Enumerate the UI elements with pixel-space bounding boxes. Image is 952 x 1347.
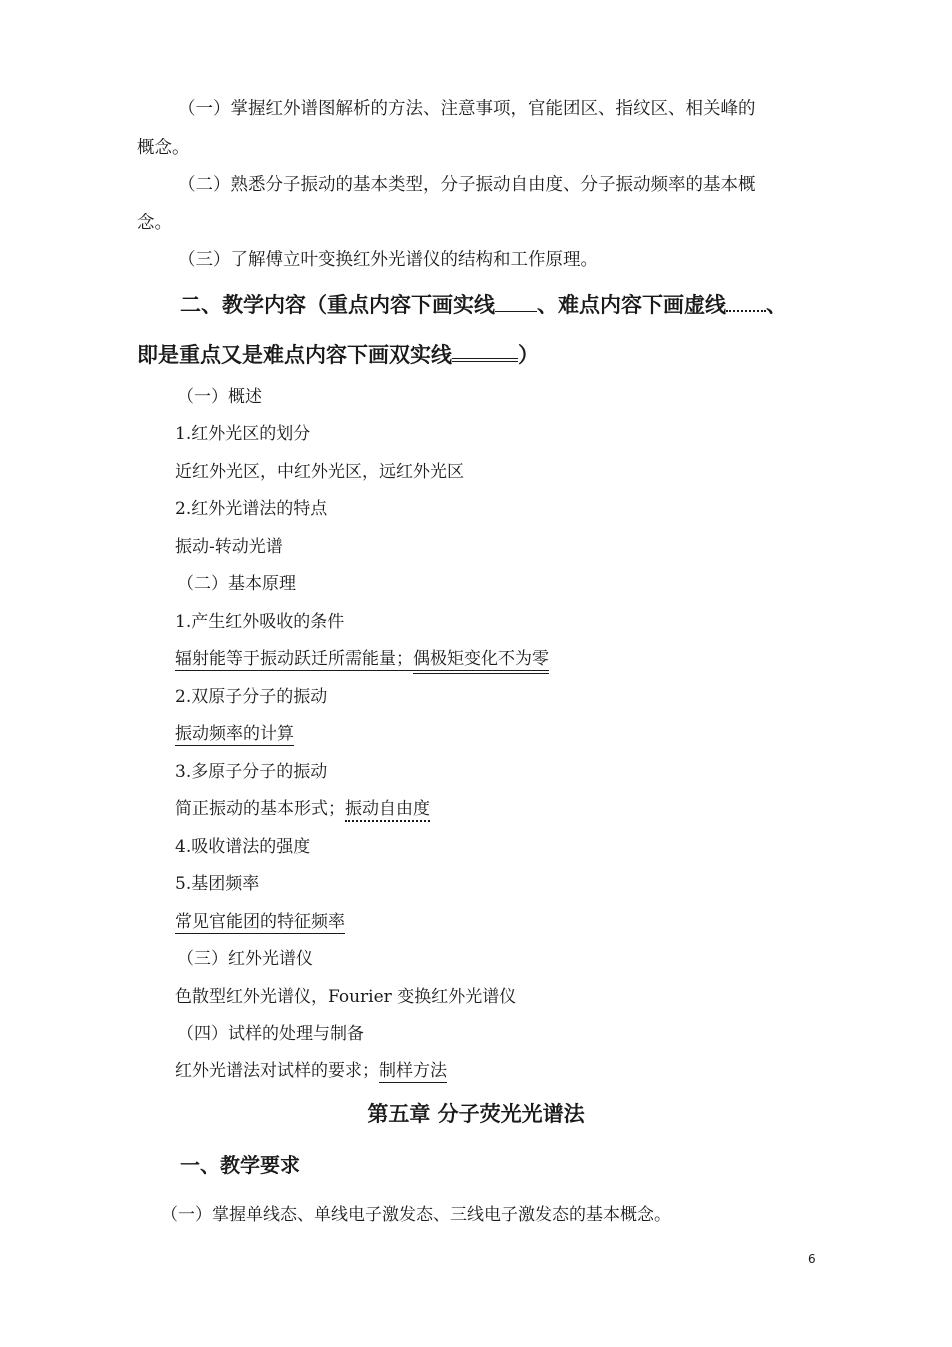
section-1-item-1: 1.红外光区的划分 [175, 424, 311, 444]
section-2-item-4: 4.吸收谱法的强度 [175, 837, 311, 857]
objective-2-line1: （二）熟悉分子振动的基本类型，分子振动自由度、分子振动频率的基本概 [178, 175, 756, 195]
content-heading-line1 [180, 290, 787, 320]
heading-part-3: 、 [766, 293, 787, 317]
page-number: 6 [808, 1252, 816, 1266]
section-3-title: （三）红外光谱仪 [177, 949, 313, 969]
objective-3: （三）了解傅立叶变换红外光谱仪的结构和工作原理。 [178, 250, 598, 270]
section-2-item-3-text [175, 797, 430, 821]
key-point-text: 辐射能等于振动跃迁所需能量； [175, 649, 413, 669]
objective-1-line2: 概念。 [137, 138, 190, 158]
plain-text: 简正振动的基本形式； [175, 799, 345, 819]
section-2-item-1: 1.产生红外吸收的条件 [175, 612, 345, 632]
section-1-title: （一）概述 [177, 387, 262, 407]
section-1-item-2: 2.红外光谱法的特点 [175, 499, 328, 519]
heading-part-1: 二、教学内容（重点内容下画实线 [180, 293, 495, 317]
dotted-underline-sample [726, 308, 766, 312]
objective-2-line2: 念。 [137, 213, 172, 233]
requirement-1: （一）掌握单线态、单线电子激发态、三线电子激发态的基本概念。 [161, 1205, 671, 1225]
section-2-item-1-text [175, 647, 549, 671]
difficult-text: 振动自由度 [345, 799, 430, 822]
section-2-item-2-text [175, 722, 294, 746]
key-difficult-text: 偶极矩变化不为零 [413, 649, 549, 674]
key-point-text: 制样方法 [379, 1061, 447, 1081]
double-underline-sample [452, 356, 518, 362]
key-point-text: 常见官能团的特征频率 [175, 912, 345, 932]
section-4-title: （四）试样的处理与制备 [177, 1024, 364, 1044]
section-2-item-5: 5.基团频率 [175, 874, 260, 894]
content-heading-line2 [137, 340, 539, 370]
section-3-text: 色散型红外光谱仪，Fourier 变换红外光谱仪 [175, 987, 517, 1007]
section-4-text [175, 1059, 447, 1083]
section-2-item-5-text [175, 910, 345, 934]
teaching-requirements-heading: 一、教学要求 [180, 1153, 300, 1177]
solid-underline-sample [495, 309, 537, 312]
section-1-item-2-text: 振动-转动光谱 [175, 537, 283, 557]
section-1-item-1-text: 近红外光区，中红外光区，远红外光区 [175, 462, 464, 482]
objective-1-line1: （一）掌握红外谱图解析的方法、注意事项，官能团区、指纹区、相关峰的 [178, 99, 756, 119]
section-2-item-3: 3.多原子分子的振动 [175, 762, 328, 782]
key-point-text: 振动频率的计算 [175, 724, 294, 744]
section-2-title: （二）基本原理 [177, 574, 296, 594]
heading-part-5: ） [518, 343, 539, 367]
chapter-title: 第五章 分子荧光光谱法 [367, 1102, 585, 1126]
plain-text: 红外光谱法对试样的要求； [175, 1061, 379, 1081]
heading-part-4: 即是重点又是难点内容下画双实线 [137, 343, 452, 367]
section-2-item-2: 2.双原子分子的振动 [175, 687, 328, 707]
heading-part-2: 、难点内容下画虚线 [537, 293, 726, 317]
